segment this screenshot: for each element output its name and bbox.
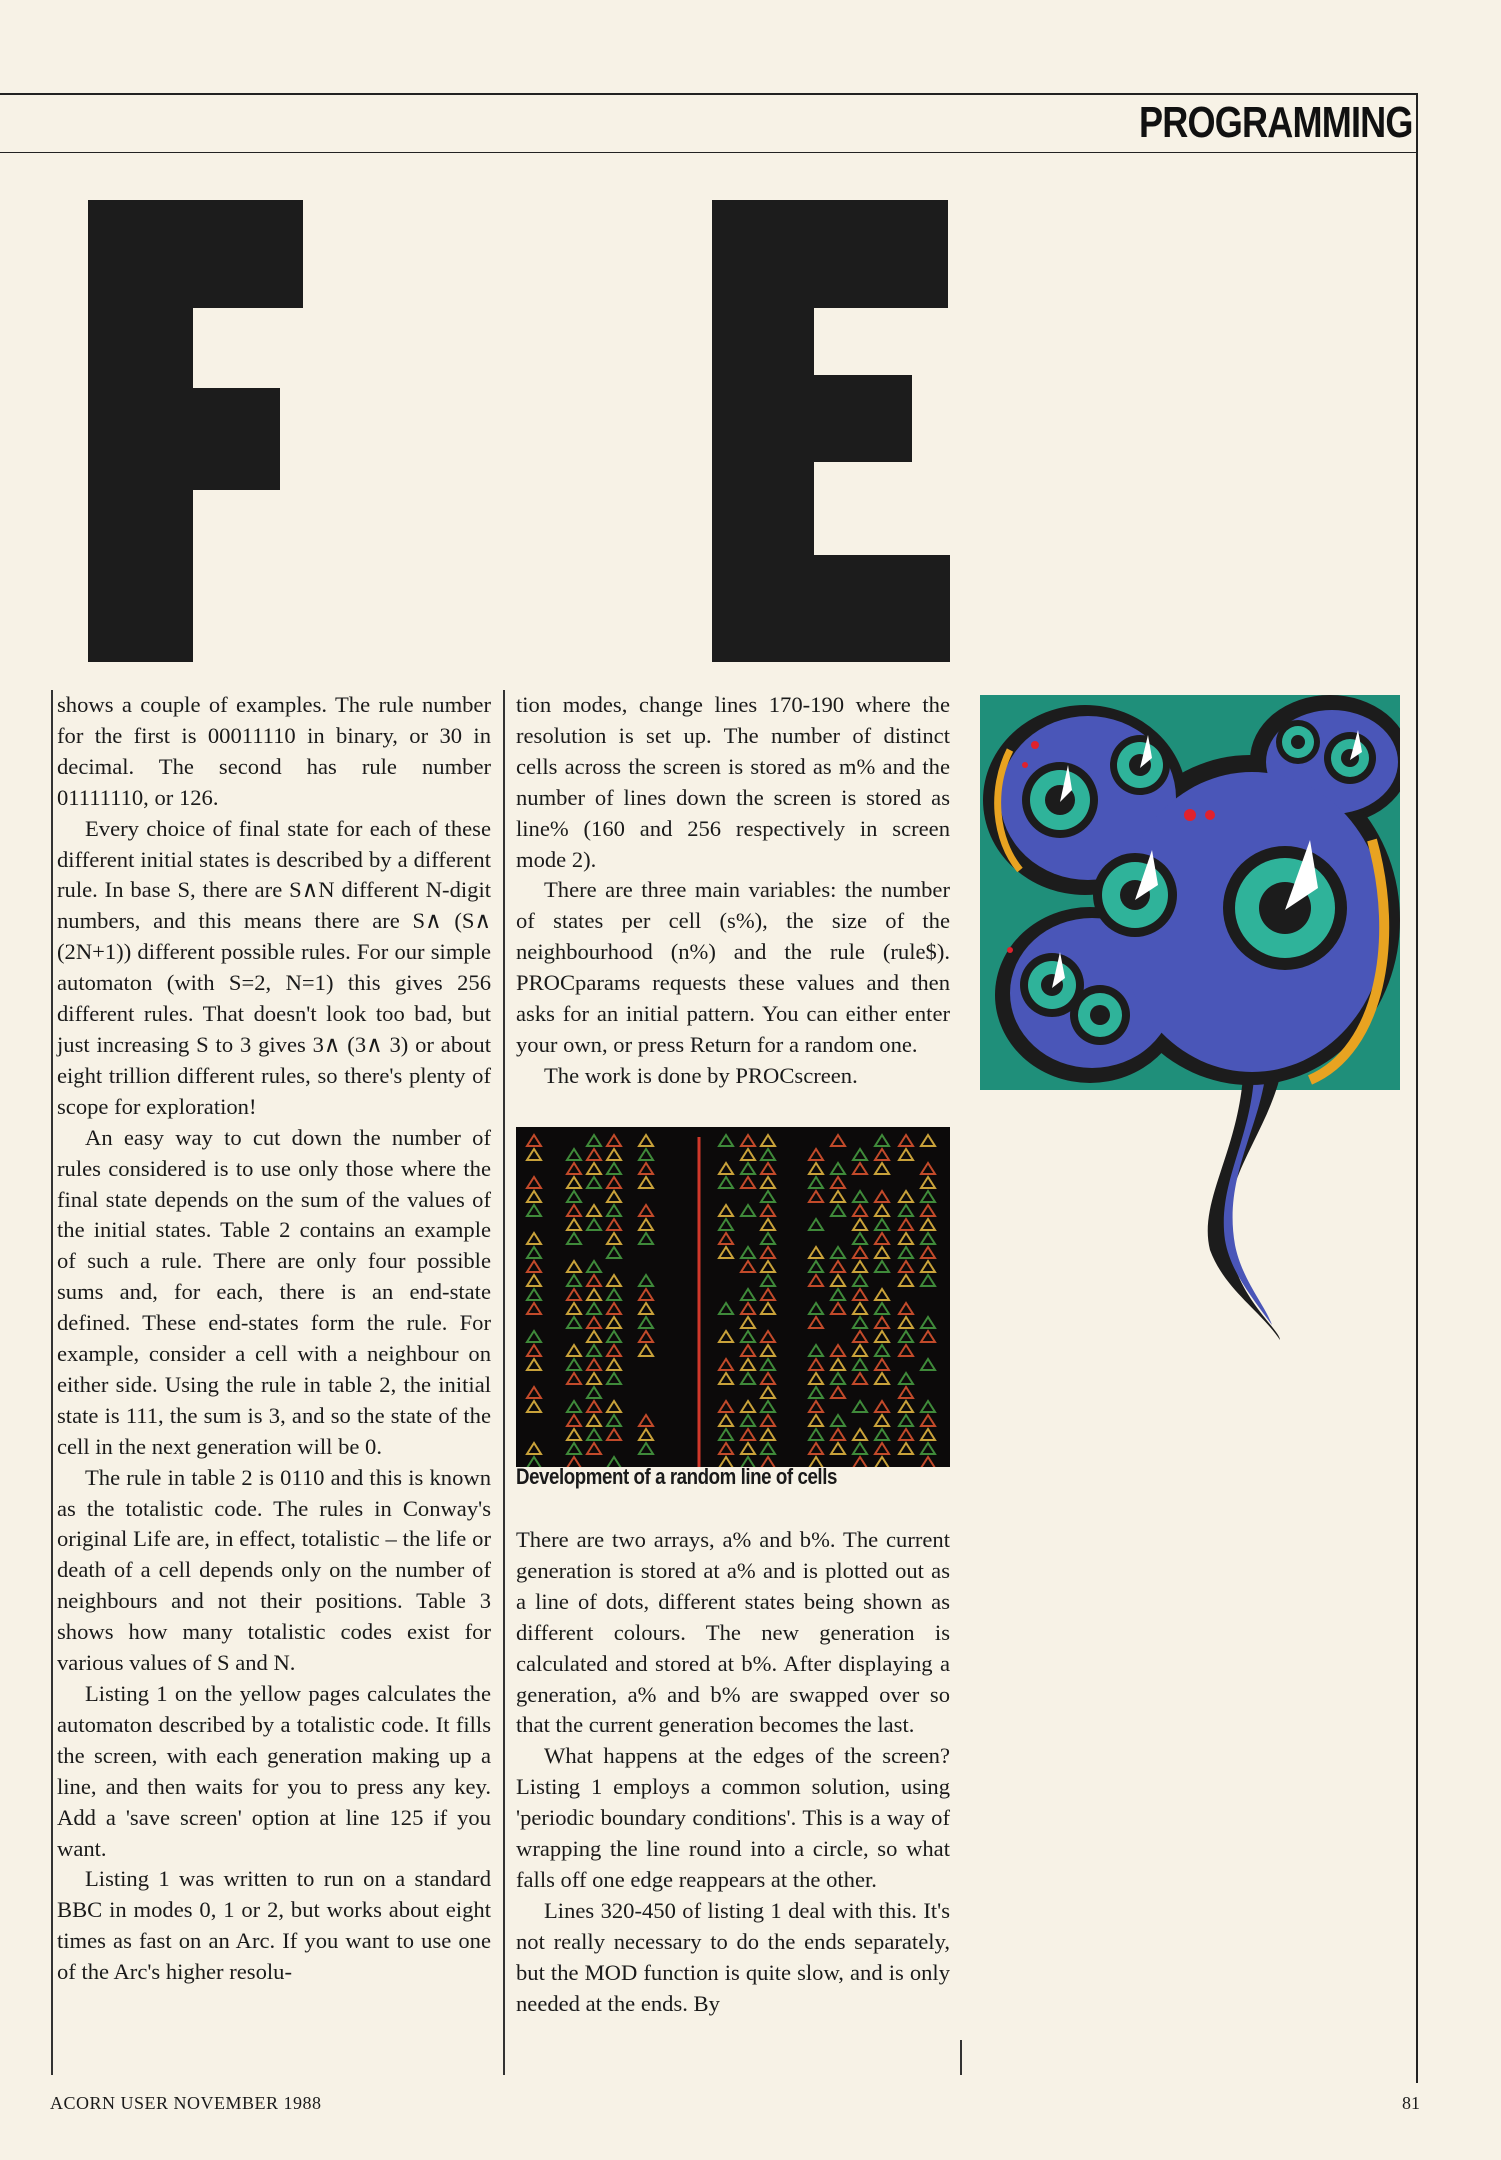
- automaton-cell-triangle: [853, 1261, 867, 1272]
- automaton-cell-triangle: [587, 1149, 601, 1160]
- automaton-cell-triangle: [899, 1191, 913, 1202]
- automaton-cell-triangle: [875, 1373, 889, 1384]
- automaton-cell-triangle: [831, 1163, 845, 1174]
- automaton-cell-triangle: [899, 1317, 913, 1328]
- automaton-cell-triangle: [587, 1177, 601, 1188]
- automaton-cell-triangle: [831, 1135, 845, 1146]
- automaton-cell-triangle: [809, 1387, 823, 1398]
- paragraph: There are three main variables: the number of states per cell (s%), the size of the neighbourhood (n%) and the rule (rule$). PROCparams requests these values and then asks for an initial pattern. You can either enter your own, or press Return for a random one.: [516, 877, 950, 1057]
- paragraph: Listing 1 was written to run on a standard BBC in modes 0, 1 or 2, but works about eight times as fast on an Arc. If you want to use one of the Arc's higher resolu-: [57, 1866, 491, 1985]
- automaton-cell-triangle: [741, 1359, 755, 1370]
- automaton-cell-triangle: [741, 1317, 755, 1328]
- automaton-cell-triangle: [719, 1205, 733, 1216]
- automaton-cell-triangle: [741, 1429, 755, 1440]
- automaton-cell-triangle: [567, 1415, 581, 1426]
- automaton-cell-triangle: [587, 1429, 601, 1440]
- automaton-cell-triangle: [567, 1191, 581, 1202]
- automaton-cell-triangle: [809, 1373, 823, 1384]
- automaton-cell-triangle: [809, 1163, 823, 1174]
- automaton-cell-triangle: [853, 1331, 867, 1342]
- section-label: PROGRAMMING: [1139, 98, 1413, 147]
- automaton-cell-triangle: [853, 1233, 867, 1244]
- automaton-cell-triangle: [527, 1331, 541, 1342]
- automaton-cell-triangle: [853, 1443, 867, 1454]
- automaton-cell-triangle: [899, 1415, 913, 1426]
- automaton-cell-triangle: [567, 1233, 581, 1244]
- automaton-cell-triangle: [809, 1359, 823, 1370]
- automaton-cell-triangle: [899, 1331, 913, 1342]
- automaton-cell-triangle: [741, 1345, 755, 1356]
- automaton-cell-triangle: [761, 1331, 775, 1342]
- automaton-cell-triangle: [921, 1233, 935, 1244]
- automaton-cell-triangle: [853, 1457, 867, 1467]
- automaton-cell-triangle: [527, 1149, 541, 1160]
- automaton-cell-triangle: [853, 1303, 867, 1314]
- automaton-cell-triangle: [741, 1135, 755, 1146]
- automaton-cell-triangle: [567, 1345, 581, 1356]
- automaton-cell-triangle: [853, 1191, 867, 1202]
- automaton-cell-triangle: [567, 1219, 581, 1230]
- automaton-cell-triangle: [875, 1205, 889, 1216]
- automaton-cell-triangle: [587, 1135, 601, 1146]
- automaton-cell-triangle: [607, 1205, 621, 1216]
- automaton-cell-triangle: [639, 1289, 653, 1300]
- automaton-cell-triangle: [587, 1443, 601, 1454]
- automaton-cell-triangle: [853, 1219, 867, 1230]
- automaton-cell-triangle: [741, 1261, 755, 1272]
- automaton-cell-triangle: [809, 1429, 823, 1440]
- automaton-cell-triangle: [639, 1177, 653, 1188]
- automaton-cell-triangle: [741, 1373, 755, 1384]
- automaton-cell-triangle: [761, 1275, 775, 1286]
- automaton-cell-triangle: [527, 1247, 541, 1258]
- automaton-cell-triangle: [831, 1275, 845, 1286]
- automaton-cell-triangle: [875, 1233, 889, 1244]
- automaton-cell-triangle: [899, 1373, 913, 1384]
- automaton-cell-triangle: [921, 1359, 935, 1370]
- paragraph: shows a couple of examples. The rule number for the first is 00011110 in binary, or 30 in decimal. The second has rule number 01111110, or 126.: [57, 692, 491, 810]
- automaton-cell-triangle: [761, 1247, 775, 1258]
- automaton-cell-triangle: [761, 1415, 775, 1426]
- paragraph: There are two arrays, a% and b%. The current generation is stored at a% and is plotted out as a line of dots, different states being shown as different colours. The new generation is calculated and stored at b%. After displaying a generation, a% and b% are swapped over so that the current generation becomes the last.: [516, 1527, 950, 1738]
- automaton-cell-triangle: [921, 1205, 935, 1216]
- automaton-cell-triangle: [719, 1373, 733, 1384]
- automaton-cell-triangle: [639, 1415, 653, 1426]
- paragraph: The rule in table 2 is 0110 and this is known as the totalistic code. The rules in Conway's original Life are, in effect, totalistic – the life or death of a cell depends only on the number of neighbours and not their positions. Table 3 shows how many totalistic codes exist for various values of S and N.: [57, 1464, 491, 1676]
- automaton-cell-triangle: [527, 1177, 541, 1188]
- automaton-cell-triangle: [899, 1149, 913, 1160]
- automaton-cell-triangle: [527, 1359, 541, 1370]
- automaton-cell-triangle: [875, 1219, 889, 1230]
- automaton-cell-triangle: [719, 1177, 733, 1188]
- automaton-cell-triangle: [719, 1331, 733, 1342]
- automaton-cell-triangle: [567, 1317, 581, 1328]
- automaton-cell-triangle: [607, 1247, 621, 1258]
- automaton-cell-triangle: [761, 1191, 775, 1202]
- automaton-cell-triangle: [809, 1443, 823, 1454]
- column1-left-rule: [51, 690, 53, 2075]
- footer-magazine: ACORN USER NOVEMBER 1988: [50, 2093, 322, 2113]
- automaton-cell-triangle: [587, 1331, 601, 1342]
- automaton-cell-triangle: [831, 1387, 845, 1398]
- automaton-cell-triangle: [639, 1135, 653, 1146]
- article-column-2-bottom: [516, 1525, 950, 2020]
- automaton-cell-triangle: [639, 1331, 653, 1342]
- automaton-cell-triangle: [527, 1443, 541, 1454]
- automaton-cell-triangle: [831, 1261, 845, 1272]
- automaton-pattern: [516, 1127, 950, 1467]
- article-column-2-top: [516, 690, 950, 1092]
- automaton-cell-triangle: [587, 1401, 601, 1412]
- automaton-cell-triangle: [831, 1429, 845, 1440]
- automaton-cell-triangle: [809, 1401, 823, 1412]
- automaton-cell-triangle: [921, 1191, 935, 1202]
- automaton-cell-triangle: [809, 1317, 823, 1328]
- automaton-cell-triangle: [719, 1219, 733, 1230]
- automaton-cell-triangle: [607, 1303, 621, 1314]
- automaton-cell-triangle: [607, 1135, 621, 1146]
- automaton-cell-triangle: [831, 1289, 845, 1300]
- automaton-cell-triangle: [719, 1443, 733, 1454]
- automaton-cell-triangle: [853, 1205, 867, 1216]
- automaton-cell-triangle: [567, 1177, 581, 1188]
- automaton-cell-triangle: [853, 1317, 867, 1328]
- automaton-cell-triangle: [567, 1373, 581, 1384]
- paragraph: What happens at the edges of the screen? Listing 1 employs a common solution, using 'periodic boundary conditions'. This is a way of wrapping the line round into a circle, so what falls off one edge reappears at the other.: [516, 1743, 950, 1892]
- automaton-cell-triangle: [587, 1359, 601, 1370]
- automaton-cell-triangle: [527, 1205, 541, 1216]
- automaton-cell-triangle: [831, 1191, 845, 1202]
- automaton-cell-triangle: [899, 1345, 913, 1356]
- automaton-cell-triangle: [921, 1247, 935, 1258]
- automaton-cell-triangle: [831, 1247, 845, 1258]
- automaton-cell-triangle: [899, 1303, 913, 1314]
- automaton-cell-triangle: [527, 1275, 541, 1286]
- automaton-cell-triangle: [899, 1401, 913, 1412]
- automaton-cell-triangle: [875, 1303, 889, 1314]
- automaton-cell-triangle: [831, 1443, 845, 1454]
- automaton-cell-triangle: [809, 1261, 823, 1272]
- automaton-cell-triangle: [639, 1443, 653, 1454]
- automaton-cell-triangle: [761, 1443, 775, 1454]
- automaton-cell-triangle: [875, 1317, 889, 1328]
- automaton-cell-triangle: [853, 1373, 867, 1384]
- automaton-cell-triangle: [587, 1387, 601, 1398]
- automaton-cell-triangle: [719, 1247, 733, 1258]
- automaton-cell-triangle: [921, 1177, 935, 1188]
- automaton-cell-triangle: [741, 1401, 755, 1412]
- automaton-cell-triangle: [719, 1401, 733, 1412]
- automaton-cell-triangle: [899, 1275, 913, 1286]
- automaton-cell-triangle: [639, 1303, 653, 1314]
- automaton-cell-triangle: [587, 1373, 601, 1384]
- automaton-cell-triangle: [875, 1415, 889, 1426]
- automaton-cell-triangle: [853, 1149, 867, 1160]
- automaton-cell-triangle: [741, 1163, 755, 1174]
- automaton-cell-triangle: [567, 1443, 581, 1454]
- automaton-cell-triangle: [527, 1261, 541, 1272]
- automaton-cell-triangle: [587, 1219, 601, 1230]
- automaton-cell-triangle: [587, 1261, 601, 1272]
- automaton-cell-triangle: [587, 1303, 601, 1314]
- letter-f-graphic: [88, 200, 308, 662]
- automaton-cell-triangle: [921, 1401, 935, 1412]
- automaton-cell-triangle: [719, 1415, 733, 1426]
- automaton-cell-triangle: [719, 1359, 733, 1370]
- automaton-cell-triangle: [607, 1233, 621, 1244]
- automaton-cell-triangle: [875, 1135, 889, 1146]
- automaton-cell-triangle: [741, 1303, 755, 1314]
- automaton-cell-triangle: [719, 1303, 733, 1314]
- figure-caption: Development of a random line of cells: [516, 1464, 837, 1489]
- automaton-cell-triangle: [527, 1345, 541, 1356]
- automaton-cell-triangle: [761, 1205, 775, 1216]
- automaton-cell-triangle: [587, 1205, 601, 1216]
- automaton-cell-triangle: [809, 1191, 823, 1202]
- automaton-cell-triangle: [639, 1149, 653, 1160]
- automaton-cell-triangle: [899, 1261, 913, 1272]
- automaton-cell-triangle: [761, 1387, 775, 1398]
- automaton-cell-triangle: [761, 1289, 775, 1300]
- automaton-cell-triangle: [761, 1233, 775, 1244]
- automaton-cell-triangle: [921, 1415, 935, 1426]
- automaton-cell-triangle: [853, 1359, 867, 1370]
- automaton-cell-triangle: [607, 1373, 621, 1384]
- automaton-cell-triangle: [853, 1247, 867, 1258]
- automaton-cell-triangle: [567, 1205, 581, 1216]
- article-column-1: [57, 690, 491, 1988]
- automaton-cell-triangle: [761, 1261, 775, 1272]
- automaton-cell-triangle: [719, 1163, 733, 1174]
- automaton-cell-triangle: [607, 1317, 621, 1328]
- automaton-cell-triangle: [527, 1191, 541, 1202]
- paragraph: The work is done by PROCscreen.: [544, 1062, 858, 1088]
- automaton-cell-triangle: [809, 1219, 823, 1230]
- automaton-cell-triangle: [831, 1205, 845, 1216]
- automaton-cell-triangle: [639, 1317, 653, 1328]
- automaton-cell-triangle: [831, 1415, 845, 1426]
- automaton-cell-triangle: [875, 1359, 889, 1370]
- automaton-cell-triangle: [639, 1219, 653, 1230]
- automaton-cell-triangle: [809, 1303, 823, 1314]
- paragraph: Lines 320-450 of listing 1 deal with this. It's not really necessary to do the ends separately, but the MOD function is quite slow, and is only needed at the ends. By: [516, 1897, 950, 2016]
- automaton-cell-triangle: [607, 1149, 621, 1160]
- automaton-cell-triangle: [587, 1289, 601, 1300]
- automaton-cell-triangle: [607, 1415, 621, 1426]
- automaton-cell-triangle: [761, 1177, 775, 1188]
- automaton-cell-triangle: [761, 1303, 775, 1314]
- automaton-cell-triangle: [921, 1163, 935, 1174]
- automaton-cell-triangle: [587, 1275, 601, 1286]
- automaton-cell-triangle: [607, 1191, 621, 1202]
- automaton-cell-triangle: [761, 1135, 775, 1146]
- automaton-cell-triangle: [587, 1317, 601, 1328]
- automaton-cell-triangle: [719, 1233, 733, 1244]
- automaton-cell-triangle: [607, 1163, 621, 1174]
- automaton-cell-triangle: [719, 1135, 733, 1146]
- automaton-cell-triangle: [527, 1387, 541, 1398]
- automaton-cell-triangle: [567, 1275, 581, 1286]
- automaton-cell-triangle: [921, 1317, 935, 1328]
- automaton-cell-triangle: [899, 1429, 913, 1440]
- automaton-cell-triangle: [809, 1345, 823, 1356]
- automaton-cell-triangle: [921, 1443, 935, 1454]
- cellular-automaton-screenshot: [516, 1127, 950, 1467]
- automaton-cell-triangle: [527, 1135, 541, 1146]
- automaton-cell-triangle: [607, 1401, 621, 1412]
- automaton-cell-triangle: [875, 1247, 889, 1258]
- automaton-cell-triangle: [639, 1233, 653, 1244]
- automaton-cell-triangle: [853, 1163, 867, 1174]
- automaton-cell-triangle: [761, 1429, 775, 1440]
- automaton-cell-triangle: [527, 1233, 541, 1244]
- automaton-cell-triangle: [607, 1289, 621, 1300]
- paragraph: tion modes, change lines 170-190 where the resolution is set up. The number of distinct cells across the screen is stored as m% and the number of lines down the screen is stored as line% (160 and 256 respectively in screen mode 2).: [516, 692, 950, 872]
- automaton-cell-triangle: [607, 1359, 621, 1370]
- automaton-cell-triangle: [921, 1135, 935, 1146]
- automaton-cell-triangle: [761, 1401, 775, 1412]
- automaton-cell-triangle: [607, 1345, 621, 1356]
- automaton-cell-triangle: [567, 1163, 581, 1174]
- automaton-cell-triangle: [607, 1219, 621, 1230]
- automaton-cell-triangle: [831, 1359, 845, 1370]
- automaton-cell-triangle: [567, 1359, 581, 1370]
- automaton-cell-triangle: [527, 1289, 541, 1300]
- automaton-cell-triangle: [567, 1303, 581, 1314]
- automaton-cell-triangle: [567, 1401, 581, 1412]
- automaton-cell-triangle: [875, 1345, 889, 1356]
- automaton-cell-triangle: [899, 1443, 913, 1454]
- automaton-cell-triangle: [741, 1149, 755, 1160]
- automaton-cell-triangle: [899, 1135, 913, 1146]
- automaton-cell-triangle: [741, 1205, 755, 1216]
- automaton-cell-triangle: [921, 1331, 935, 1342]
- automaton-cell-triangle: [809, 1275, 823, 1286]
- automaton-cell-triangle: [639, 1429, 653, 1440]
- column2-right-rule: [960, 2040, 962, 2075]
- automaton-cell-triangle: [607, 1275, 621, 1286]
- automaton-cell-triangle: [875, 1261, 889, 1272]
- paragraph: Listing 1 on the yellow pages calculates the automaton described by a totalistic code. It fills the screen, with each generation making up a line, and then waits for you to press any key. Add a 'save screen' option at line 125 if you want.: [57, 1681, 491, 1861]
- automaton-cell-triangle: [899, 1387, 913, 1398]
- automaton-cell-triangle: [741, 1247, 755, 1258]
- automaton-cell-triangle: [741, 1331, 755, 1342]
- automaton-cell-triangle: [741, 1415, 755, 1426]
- automaton-cell-triangle: [875, 1191, 889, 1202]
- automaton-cell-triangle: [853, 1275, 867, 1286]
- automaton-cell-triangle: [809, 1415, 823, 1426]
- automaton-cell-triangle: [875, 1163, 889, 1174]
- paragraph: An easy way to cut down the number of rules considered is to use only those where the final state depends on the sum of the values of the initial states. Table 2 contains an example of such a rule. There are only four possible sums and, for each, there is an end-state defined. These end-states form the rule. For example, consider a cell with a neighbour on either side. Using the rule in table 2, the initial state is 111, the sum is 3, and so the state of the cell in the next generation will be 0.: [57, 1124, 491, 1459]
- automaton-cell-triangle: [639, 1275, 653, 1286]
- automaton-cell-triangle: [921, 1261, 935, 1272]
- automaton-cell-triangle: [921, 1219, 935, 1230]
- automaton-cell-triangle: [567, 1429, 581, 1440]
- automaton-cell-triangle: [853, 1289, 867, 1300]
- automaton-cell-triangle: [761, 1359, 775, 1370]
- automaton-cell-triangle: [899, 1219, 913, 1230]
- column-divider: [503, 690, 505, 2075]
- automaton-cell-triangle: [587, 1163, 601, 1174]
- automaton-cell-triangle: [875, 1457, 889, 1467]
- automaton-cell-triangle: [853, 1429, 867, 1440]
- automaton-cell-triangle: [587, 1345, 601, 1356]
- automaton-cell-triangle: [607, 1177, 621, 1188]
- automaton-cell-triangle: [921, 1457, 935, 1467]
- automaton-cell-triangle: [899, 1233, 913, 1244]
- automaton-cell-triangle: [831, 1177, 845, 1188]
- automaton-cell-triangle: [639, 1345, 653, 1356]
- automaton-cell-triangle: [831, 1345, 845, 1356]
- page-number: 81: [1402, 2093, 1420, 2113]
- right-margin-rule: [1416, 93, 1418, 2083]
- automaton-cell-triangle: [853, 1401, 867, 1412]
- automaton-cell-triangle: [831, 1373, 845, 1384]
- automaton-cell-triangle: [527, 1401, 541, 1412]
- eyeball-creature-illustration: [980, 690, 1400, 1340]
- automaton-cell-triangle: [761, 1373, 775, 1384]
- paragraph: Every choice of final state for each of these different initial states is described by a different rule. In base S, there are S∧N different N-digit numbers, and this means there are S∧ (S∧ (2N+1)) different possible rules. For our simple automaton (with S=2, N=1) this gives 256 different rules. That doesn't look too bad, but just increasing S to 3 gives 3∧ (3∧ 3) or about eight trillion different rules, so there's plenty of scope for exploration!: [57, 815, 491, 1119]
- automaton-cell-triangle: [567, 1289, 581, 1300]
- automaton-cell-triangle: [741, 1177, 755, 1188]
- automaton-cell-triangle: [587, 1415, 601, 1426]
- top-rule: [0, 93, 1418, 95]
- header-rule: [0, 152, 1418, 153]
- automaton-cell-triangle: [875, 1331, 889, 1342]
- automaton-cell-triangle: [809, 1149, 823, 1160]
- automaton-cell-triangle: [639, 1163, 653, 1174]
- automaton-cell-triangle: [761, 1345, 775, 1356]
- automaton-cell-triangle: [875, 1429, 889, 1440]
- automaton-cell-triangle: [639, 1205, 653, 1216]
- automaton-cell-triangle: [921, 1275, 935, 1286]
- automaton-cell-triangle: [875, 1443, 889, 1454]
- automaton-cell-triangle: [853, 1345, 867, 1356]
- automaton-cell-triangle: [719, 1429, 733, 1440]
- letter-e-graphic: [712, 200, 952, 662]
- automaton-cell-triangle: [761, 1163, 775, 1174]
- automaton-cell-triangle: [761, 1219, 775, 1230]
- automaton-cell-triangle: [875, 1401, 889, 1412]
- automaton-cell-triangle: [875, 1289, 889, 1300]
- automaton-cell-triangle: [809, 1247, 823, 1258]
- automaton-cell-triangle: [899, 1205, 913, 1216]
- automaton-cell-triangle: [741, 1289, 755, 1300]
- automaton-cell-triangle: [607, 1331, 621, 1342]
- automaton-cell-triangle: [527, 1303, 541, 1314]
- automaton-cell-triangle: [831, 1303, 845, 1314]
- automaton-cell-triangle: [567, 1261, 581, 1272]
- automaton-cell-triangle: [875, 1149, 889, 1160]
- automaton-cell-triangle: [761, 1149, 775, 1160]
- automaton-cell-triangle: [567, 1149, 581, 1160]
- automaton-cell-triangle: [741, 1443, 755, 1454]
- automaton-cell-triangle: [607, 1429, 621, 1440]
- automaton-cell-triangle: [809, 1177, 823, 1188]
- automaton-cell-triangle: [899, 1247, 913, 1258]
- automaton-cell-triangle: [921, 1429, 935, 1440]
